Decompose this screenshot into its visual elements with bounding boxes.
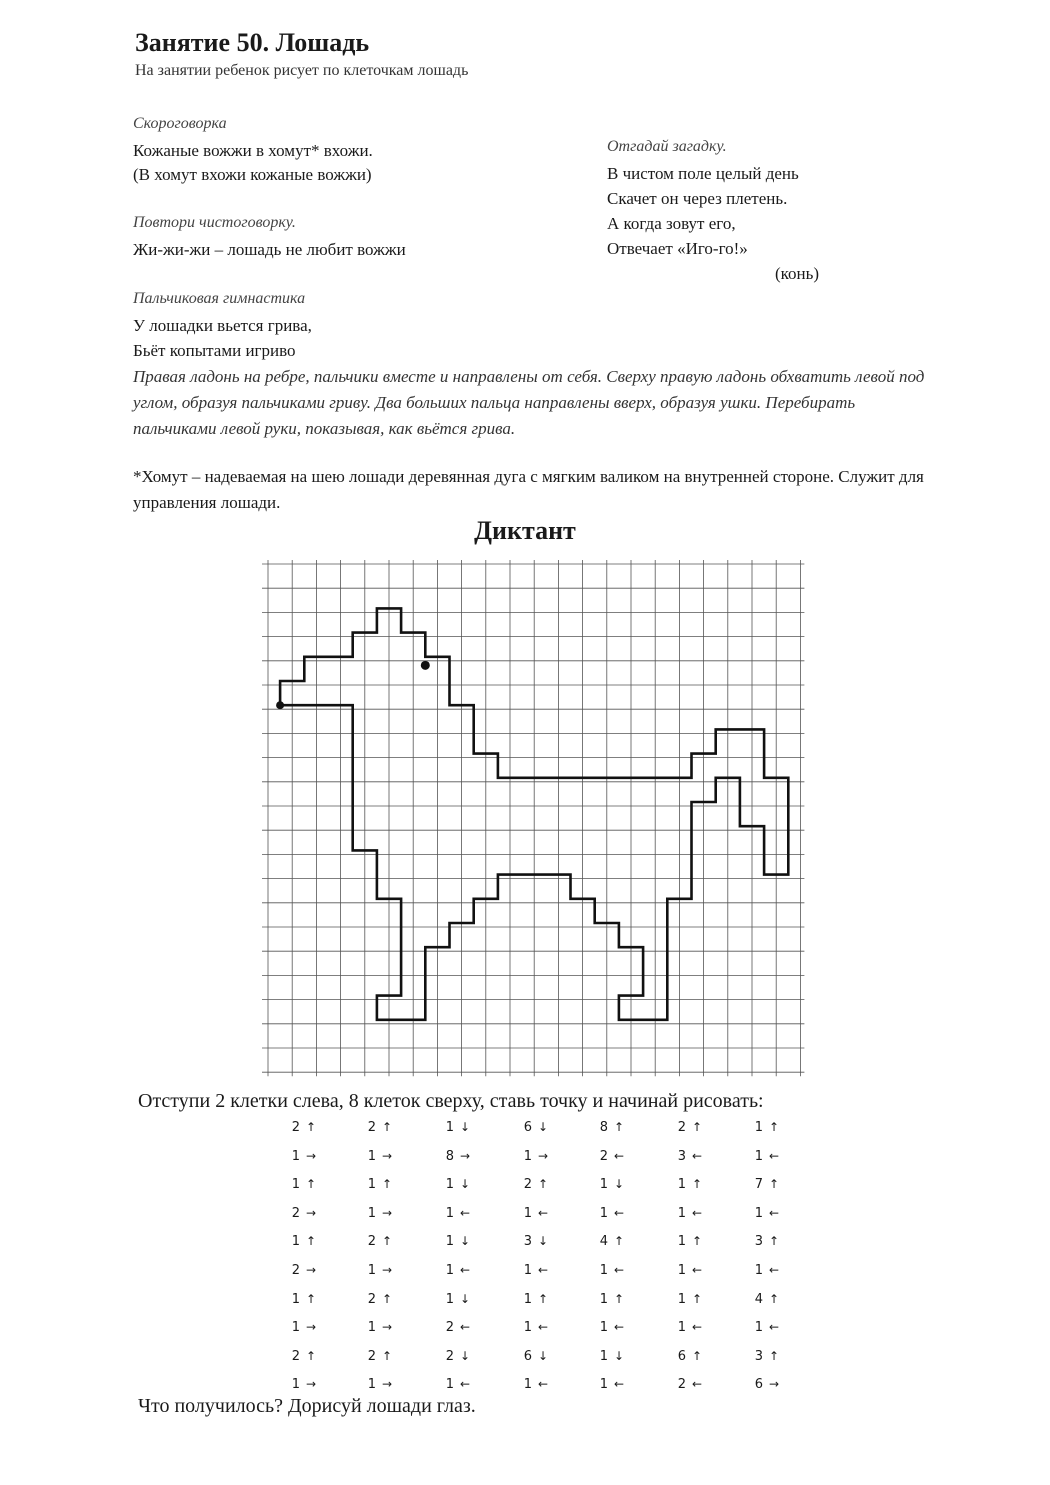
arrow-left-icon: ←	[692, 1205, 703, 1220]
step-count: 1	[599, 1348, 608, 1364]
dictation-step	[590, 1206, 650, 1221]
step-count: 1	[599, 1320, 608, 1336]
dictation-step	[745, 1263, 805, 1278]
step-count: 2	[367, 1234, 376, 1250]
step-count: 1	[754, 1263, 763, 1278]
dictation-step	[436, 1320, 496, 1335]
dictation-step	[358, 1206, 418, 1221]
step-count: 1	[367, 1320, 376, 1336]
dictation-step	[514, 1120, 574, 1135]
footnote: *Хомут – надеваемая на шею лошади деревянная дуга с мягким валиком на внутренней стороне. Служит для управления лошади.	[133, 467, 924, 512]
arrow-left-icon: ←	[692, 1263, 703, 1277]
arrow-up-icon: ↑	[692, 1120, 703, 1134]
dictation-step	[436, 1349, 496, 1364]
arrow-up-icon: ↑	[769, 1291, 780, 1306]
arrow-right-icon: →	[306, 1320, 317, 1335]
step-count: 7	[754, 1177, 763, 1193]
dictation-step	[590, 1292, 650, 1307]
riddle-line-1: В чистом поле целый день	[607, 164, 799, 183]
step-count: 1	[445, 1263, 454, 1278]
dictation-step	[514, 1320, 574, 1335]
dictation-step	[590, 1149, 650, 1164]
step-count: 1	[599, 1205, 608, 1221]
arrow-up-icon: ↑	[692, 1234, 703, 1249]
dictation-step	[668, 1320, 728, 1335]
dictation-step	[514, 1149, 574, 1164]
riddle-line-2: Скачет он через плетень.	[607, 189, 788, 208]
dictation-step	[358, 1292, 418, 1307]
dictation-step	[436, 1120, 496, 1135]
riddle-heading: Отгадай загадку.	[607, 138, 727, 155]
arrow-up-icon: ↑	[382, 1234, 393, 1249]
page-subtitle: На занятии ребенок рисует по клеточкам лошадь	[135, 62, 469, 79]
arrow-right-icon: →	[306, 1148, 317, 1163]
step-count: 1	[291, 1234, 300, 1250]
dictation-step	[282, 1263, 342, 1278]
dictation-step	[514, 1292, 574, 1307]
step-count: 3	[677, 1148, 686, 1164]
arrow-left-icon: ←	[692, 1377, 703, 1392]
dictation-step	[514, 1177, 574, 1192]
step-count: 1	[367, 1263, 376, 1278]
dictation-step	[668, 1349, 728, 1364]
finger-gym-instruction: Правая ладонь на ребре, пальчики вместе и направлены от себя. Сверху правую ладонь обхватить левой под углом, образуя пальчиками гриву. Два больших пальца направлены вверх, образуя ушки. Перебирать пальчиками левой руки, показывая, как вьётся грива.	[133, 367, 925, 438]
step-count: 6	[754, 1377, 763, 1393]
arrow-up-icon: ↑	[769, 1234, 780, 1249]
step-count: 6	[677, 1348, 686, 1364]
dictation-step	[590, 1320, 650, 1335]
dictation-step	[282, 1177, 342, 1192]
tongue-twister-heading: Скороговорка	[133, 115, 227, 132]
dictation-step	[358, 1177, 418, 1192]
arrow-left-icon: ←	[460, 1205, 471, 1220]
arrow-left-icon: ←	[692, 1148, 703, 1163]
dictation-grid	[258, 558, 808, 1078]
step-count: 8	[445, 1148, 454, 1164]
step-count: 1	[677, 1177, 686, 1193]
dictation-step	[358, 1263, 418, 1278]
arrow-down-icon: ↓	[460, 1177, 471, 1192]
arrow-up-icon: ↑	[614, 1291, 625, 1306]
step-count: 1	[445, 1291, 454, 1307]
dictation-step	[358, 1377, 418, 1392]
step-count: 1	[523, 1263, 532, 1278]
arrow-right-icon: →	[306, 1377, 317, 1392]
arrow-down-icon: ↓	[460, 1348, 471, 1363]
arrow-up-icon: ↑	[306, 1291, 317, 1306]
dictation-step	[590, 1120, 650, 1135]
arrow-left-icon: ←	[614, 1377, 625, 1392]
arrow-left-icon: ←	[538, 1263, 549, 1277]
dictation-step	[745, 1320, 805, 1335]
dictation-title: Диктант	[474, 516, 576, 545]
step-count: 1	[445, 1205, 454, 1221]
arrow-down-icon: ↓	[460, 1234, 471, 1249]
arrow-left-icon: ←	[538, 1377, 549, 1392]
arrow-left-icon: ←	[614, 1320, 625, 1335]
arrow-down-icon: ↓	[460, 1291, 471, 1306]
arrow-up-icon: ↑	[614, 1234, 625, 1249]
dictation-step	[514, 1377, 574, 1392]
step-count: 1	[367, 1148, 376, 1164]
dictation-step	[514, 1234, 574, 1249]
step-count: 1	[677, 1291, 686, 1307]
step-count: 1	[445, 1234, 454, 1250]
arrow-down-icon: ↓	[614, 1348, 625, 1363]
dictation-step	[668, 1292, 728, 1307]
dictation-step	[745, 1292, 805, 1307]
dictation-step	[436, 1377, 496, 1392]
arrow-up-icon: ↑	[306, 1120, 317, 1134]
tongue-twister-line-2: (В хомут вхожи кожаные вожжи)	[133, 165, 372, 184]
step-count: 1	[599, 1263, 608, 1278]
dictation-step	[436, 1177, 496, 1192]
dictation-instruction: Отступи 2 клетки слева, 8 клеток сверху, ставь точку и начинай рисовать:	[138, 1090, 764, 1112]
arrow-right-icon: →	[306, 1205, 317, 1220]
step-count: 1	[291, 1291, 300, 1307]
step-count: 2	[291, 1120, 300, 1135]
step-count: 1	[523, 1320, 532, 1336]
arrow-down-icon: ↓	[538, 1348, 549, 1363]
dictation-step	[514, 1349, 574, 1364]
arrow-right-icon: →	[538, 1148, 549, 1163]
dictation-step	[282, 1349, 342, 1364]
step-count: 2	[291, 1348, 300, 1364]
dictation-step	[514, 1263, 574, 1278]
dictation-step	[745, 1149, 805, 1164]
step-count: 1	[291, 1177, 300, 1193]
dictation-step	[514, 1206, 574, 1221]
step-count: 6	[523, 1348, 532, 1364]
dictation-step	[590, 1234, 650, 1249]
finger-gym-line-1: У лошадки вьется грива,	[133, 316, 312, 335]
arrow-left-icon: ←	[692, 1320, 703, 1335]
pure-phrase-heading: Повтори чистоговорку.	[133, 214, 296, 231]
step-count: 2	[367, 1291, 376, 1307]
step-count: 1	[677, 1234, 686, 1250]
step-count: 1	[523, 1148, 532, 1164]
arrow-right-icon: →	[382, 1148, 393, 1163]
arrow-left-icon: ←	[769, 1205, 780, 1220]
step-count: 2	[445, 1348, 454, 1364]
step-count: 1	[445, 1120, 454, 1135]
step-count: 1	[754, 1148, 763, 1164]
dictation-step	[745, 1177, 805, 1192]
step-count: 2	[677, 1377, 686, 1393]
dictation-step	[282, 1206, 342, 1221]
arrow-up-icon: ↑	[769, 1177, 780, 1192]
arrow-up-icon: ↑	[382, 1291, 393, 1306]
final-question: Что получилось? Дорисуй лошади глаз.	[138, 1395, 476, 1417]
dictation-step	[668, 1206, 728, 1221]
pure-phrase-line: Жи-жи-жи – лошадь не любит вожжи	[133, 240, 406, 259]
arrow-left-icon: ←	[769, 1320, 780, 1335]
arrow-up-icon: ↑	[692, 1291, 703, 1306]
dictation-step	[358, 1349, 418, 1364]
arrow-up-icon: ↑	[692, 1177, 703, 1192]
step-count: 1	[599, 1377, 608, 1393]
arrow-up-icon: ↑	[769, 1348, 780, 1363]
dictation-step	[668, 1120, 728, 1135]
step-count: 1	[367, 1177, 376, 1193]
step-count: 2	[291, 1263, 300, 1278]
dictation-step	[745, 1120, 805, 1135]
step-count: 2	[445, 1320, 454, 1336]
step-count: 1	[754, 1120, 763, 1135]
arrow-left-icon: ←	[538, 1320, 549, 1335]
dictation-step	[745, 1234, 805, 1249]
tongue-twister-line-1: Кожаные вожжи в хомут* вхожи.	[133, 141, 373, 160]
arrow-up-icon: ↑	[306, 1348, 317, 1363]
riddle-line-4: Отвечает «Иго-го!»	[607, 239, 748, 258]
dictation-step	[282, 1234, 342, 1249]
page-title: Занятие 50. Лошадь	[135, 28, 370, 57]
arrow-up-icon: ↑	[382, 1120, 393, 1134]
arrow-up-icon: ↑	[538, 1291, 549, 1306]
step-count: 3	[523, 1234, 532, 1250]
step-count: 2	[367, 1348, 376, 1364]
arrow-down-icon: ↓	[538, 1120, 549, 1134]
arrow-left-icon: ←	[769, 1148, 780, 1163]
arrow-right-icon: →	[769, 1377, 780, 1392]
step-count: 1	[523, 1205, 532, 1221]
dictation-step	[282, 1149, 342, 1164]
dictation-step	[358, 1234, 418, 1249]
arrow-left-icon: ←	[538, 1205, 549, 1220]
arrow-up-icon: ↑	[306, 1234, 317, 1249]
arrow-down-icon: ↓	[538, 1234, 549, 1249]
step-count: 1	[523, 1377, 532, 1393]
arrow-up-icon: ↑	[538, 1177, 549, 1192]
step-count: 1	[367, 1205, 376, 1221]
arrow-right-icon: →	[306, 1263, 317, 1277]
step-count: 1	[445, 1377, 454, 1393]
step-count: 2	[677, 1120, 686, 1135]
dictation-step	[282, 1120, 342, 1135]
arrow-left-icon: ←	[614, 1205, 625, 1220]
dictation-step	[668, 1149, 728, 1164]
step-count: 6	[523, 1120, 532, 1135]
arrow-left-icon: ←	[614, 1148, 625, 1163]
step-count: 1	[599, 1291, 608, 1307]
dictation-step	[668, 1377, 728, 1392]
step-count: 1	[754, 1205, 763, 1221]
dictation-step	[668, 1263, 728, 1278]
arrow-left-icon: ←	[769, 1263, 780, 1277]
step-count: 2	[599, 1148, 608, 1164]
dictation-step	[282, 1292, 342, 1307]
finger-gym-line-2: Бьёт копытами игриво	[133, 341, 296, 360]
step-count: 1	[523, 1291, 532, 1307]
riddle-answer: (конь)	[775, 264, 820, 283]
arrow-up-icon: ↑	[306, 1177, 317, 1192]
arrow-left-icon: ←	[460, 1377, 471, 1392]
dictation-step	[745, 1377, 805, 1392]
dictation-step	[436, 1292, 496, 1307]
step-count: 1	[291, 1377, 300, 1393]
arrow-up-icon: ↑	[382, 1177, 393, 1192]
arrow-right-icon: →	[382, 1205, 393, 1220]
arrow-down-icon: ↓	[614, 1177, 625, 1192]
dictation-step	[436, 1149, 496, 1164]
arrow-right-icon: →	[382, 1263, 393, 1277]
dictation-step	[590, 1349, 650, 1364]
horse-eye	[421, 661, 430, 670]
arrow-up-icon: ↑	[692, 1348, 703, 1363]
dictation-step	[436, 1206, 496, 1221]
dictation-step	[358, 1320, 418, 1335]
dictation-step	[668, 1177, 728, 1192]
step-count: 2	[523, 1177, 532, 1193]
dictation-step	[745, 1349, 805, 1364]
arrow-up-icon: ↑	[382, 1348, 393, 1363]
step-count: 4	[599, 1234, 608, 1250]
step-count: 1	[677, 1263, 686, 1278]
step-count: 1	[367, 1377, 376, 1393]
dictation-step	[358, 1120, 418, 1135]
dictation-step	[668, 1234, 728, 1249]
riddle-line-3: А когда зовут его,	[607, 214, 736, 233]
arrow-right-icon: →	[382, 1320, 393, 1335]
step-count: 4	[754, 1291, 763, 1307]
arrow-left-icon: ←	[614, 1263, 625, 1277]
arrow-left-icon: ←	[460, 1320, 471, 1335]
start-dot	[276, 701, 284, 709]
finger-gym-heading: Пальчиковая гимнастика	[133, 290, 306, 307]
step-count: 8	[599, 1120, 608, 1135]
dictation-step	[358, 1149, 418, 1164]
step-count: 1	[599, 1177, 608, 1193]
step-count: 3	[754, 1234, 763, 1250]
step-count: 1	[677, 1205, 686, 1221]
step-count: 1	[754, 1320, 763, 1336]
dictation-step	[282, 1377, 342, 1392]
dictation-step	[590, 1377, 650, 1392]
step-count: 2	[367, 1120, 376, 1135]
dictation-step	[436, 1263, 496, 1278]
arrow-right-icon: →	[460, 1148, 471, 1163]
arrow-up-icon: ↑	[769, 1120, 780, 1134]
step-count: 1	[677, 1320, 686, 1336]
step-count: 1	[291, 1320, 300, 1336]
dictation-step	[282, 1320, 342, 1335]
arrow-up-icon: ↑	[614, 1120, 625, 1134]
arrow-down-icon: ↓	[460, 1120, 471, 1134]
arrow-left-icon: ←	[460, 1263, 471, 1277]
arrow-right-icon: →	[382, 1377, 393, 1392]
step-count: 1	[445, 1177, 454, 1193]
dictation-step	[745, 1206, 805, 1221]
step-count: 1	[291, 1148, 300, 1164]
dictation-step	[590, 1177, 650, 1192]
dictation-step	[590, 1263, 650, 1278]
dictation-step	[436, 1234, 496, 1249]
step-count: 2	[291, 1205, 300, 1221]
step-count: 3	[754, 1348, 763, 1364]
